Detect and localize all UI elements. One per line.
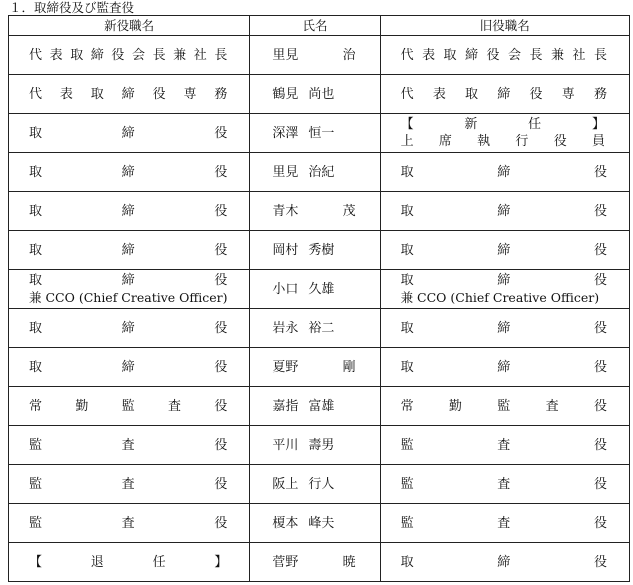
glyph: 締 <box>497 359 511 375</box>
table-row <box>9 387 630 426</box>
justified-text <box>381 320 629 337</box>
justified-text <box>381 164 629 181</box>
glyph: 取 <box>400 320 414 336</box>
glyph: 会 <box>131 47 145 63</box>
justified-text <box>381 359 629 376</box>
glyph: 役 <box>152 86 166 102</box>
glyph: 締 <box>497 273 511 288</box>
glyph: 任 <box>528 117 542 132</box>
glyph: 代 <box>400 47 414 63</box>
given-name: 治 <box>342 47 356 63</box>
table-body <box>9 36 630 582</box>
glyph: 勤 <box>75 398 89 414</box>
name-cell <box>250 504 380 543</box>
glyph: 監 <box>400 476 414 492</box>
glyph: 会 <box>508 47 522 63</box>
glyph: 取 <box>400 203 414 219</box>
justified-text <box>381 86 629 103</box>
family-name: 榎本 <box>272 515 299 531</box>
glyph: 取 <box>29 125 43 141</box>
table-row <box>9 504 630 543</box>
glyph: 監 <box>29 515 43 531</box>
glyph: 役 <box>214 359 228 375</box>
glyph: 上 <box>400 134 414 149</box>
glyph: 役 <box>593 320 607 336</box>
new-title-cell <box>9 114 250 153</box>
glyph: 代 <box>400 86 414 102</box>
glyph: 締 <box>497 203 511 219</box>
glyph: 役 <box>593 554 607 570</box>
name-cell <box>250 231 380 270</box>
given-name: 暁 <box>342 554 356 570</box>
new-title-cell <box>9 153 250 192</box>
glyph: 締 <box>121 359 135 375</box>
justified-text <box>381 242 629 259</box>
glyph: 役 <box>214 437 228 453</box>
given-name: 久雄 <box>308 281 335 297</box>
glyph: 締 <box>121 86 135 102</box>
glyph: 監 <box>29 476 43 492</box>
justified-text <box>9 47 249 64</box>
justified-text <box>9 554 249 571</box>
glyph: 役 <box>593 515 607 531</box>
given-name: 茂 <box>342 203 356 219</box>
glyph: 】 <box>214 554 228 570</box>
family-name: 平川 <box>272 437 299 453</box>
header-name: 氏名 <box>250 16 380 36</box>
glyph: 長 <box>593 47 607 63</box>
glyph: 退 <box>90 554 104 570</box>
glyph: 専 <box>183 86 197 102</box>
glyph: 取 <box>90 86 104 102</box>
glyph: 役 <box>553 134 567 149</box>
new-title-cell <box>9 543 250 582</box>
justified-text <box>9 125 249 142</box>
table-row <box>9 309 630 348</box>
glyph: 兼 <box>550 47 564 63</box>
glyph: 役 <box>214 125 228 141</box>
old-title-cell <box>380 231 629 270</box>
glyph: 長 <box>529 47 543 63</box>
glyph: 監 <box>400 437 414 453</box>
glyph: 】 <box>591 117 605 132</box>
name-cell <box>250 387 380 426</box>
glyph: 代 <box>29 86 43 102</box>
glyph: 役 <box>214 515 228 531</box>
glyph: 締 <box>121 164 135 180</box>
glyph: 締 <box>90 47 104 63</box>
glyph: 役 <box>529 86 543 102</box>
justified-text <box>9 359 249 376</box>
glyph: 取 <box>70 47 84 63</box>
glyph: 役 <box>593 273 607 288</box>
given-name: 峰夫 <box>308 515 335 531</box>
glyph: 【 <box>400 117 414 132</box>
glyph: 役 <box>593 476 607 492</box>
glyph: 役 <box>486 47 500 63</box>
justified-text <box>9 164 249 181</box>
glyph: 監 <box>400 515 414 531</box>
new-title-cell <box>9 504 250 543</box>
name-cell <box>250 309 380 348</box>
glyph: 役 <box>214 398 228 414</box>
glyph: 役 <box>214 476 228 492</box>
new-title-cell <box>9 270 250 309</box>
justified-text <box>381 476 629 493</box>
justified-text <box>9 203 249 220</box>
header-new-title: 新役職名 <box>9 16 250 36</box>
name-cell <box>250 348 380 387</box>
officer-table <box>8 15 630 582</box>
glyph: 取 <box>29 359 43 375</box>
glyph: 社 <box>193 47 207 63</box>
glyph: 締 <box>121 320 135 336</box>
justified-text <box>9 437 249 454</box>
family-name: 菅野 <box>272 554 299 570</box>
glyph: 査 <box>121 515 135 531</box>
old-title-cell <box>380 348 629 387</box>
family-name: 小口 <box>272 281 299 297</box>
glyph: 役 <box>214 164 228 180</box>
table-row <box>9 465 630 504</box>
table-row <box>9 114 630 153</box>
old-title-sub: 兼 CCO (Chief Creative Officer) <box>400 290 600 305</box>
name-cell <box>250 36 380 75</box>
given-name: 治紀 <box>308 164 335 180</box>
old-title-cell <box>380 192 629 231</box>
glyph: 表 <box>49 47 63 63</box>
given-name: 裕二 <box>308 320 335 336</box>
glyph: 監 <box>29 437 43 453</box>
glyph: 取 <box>400 242 414 258</box>
table-row <box>9 231 630 270</box>
name-cell <box>250 192 380 231</box>
glyph: 専 <box>561 86 575 102</box>
name-cell <box>250 153 380 192</box>
name-cell <box>250 543 380 582</box>
glyph: 締 <box>121 125 135 141</box>
glyph: 締 <box>497 320 511 336</box>
glyph: 席 <box>438 134 452 149</box>
glyph: 社 <box>572 47 586 63</box>
given-name: 壽男 <box>308 437 335 453</box>
glyph: 役 <box>593 203 607 219</box>
glyph: 取 <box>465 86 479 102</box>
table-row <box>9 153 630 192</box>
given-name: 秀樹 <box>308 242 335 258</box>
justified-text <box>9 476 249 493</box>
glyph: 査 <box>121 476 135 492</box>
glyph: 取 <box>29 273 43 288</box>
table-row <box>9 36 630 75</box>
justified-text <box>381 398 629 415</box>
old-title-cell <box>380 36 629 75</box>
glyph: 役 <box>593 437 607 453</box>
justified-text <box>381 437 629 454</box>
old-title-cell <box>380 153 629 192</box>
justified-text <box>9 242 249 259</box>
old-title-cell <box>380 114 629 153</box>
given-name: 富雄 <box>308 398 335 414</box>
family-name: 鶴見 <box>272 86 299 102</box>
table-row <box>9 192 630 231</box>
new-title-cell <box>9 348 250 387</box>
old-title-cell <box>380 309 629 348</box>
justified-text <box>381 47 629 64</box>
family-name: 深澤 <box>272 125 299 141</box>
glyph: 兼 <box>173 47 187 63</box>
old-title-cell <box>380 426 629 465</box>
glyph: 新 <box>464 117 478 132</box>
glyph: 取 <box>400 554 414 570</box>
justified-text <box>9 515 249 532</box>
glyph: 表 <box>422 47 436 63</box>
glyph: 査 <box>497 437 511 453</box>
table-row <box>9 75 630 114</box>
glyph: 締 <box>465 47 479 63</box>
family-name: 里見 <box>272 47 299 63</box>
given-name: 尚也 <box>308 86 335 102</box>
name-cell <box>250 270 380 309</box>
justified-text <box>381 515 629 532</box>
new-title-cell <box>9 465 250 504</box>
glyph: 務 <box>214 86 228 102</box>
glyph: 常 <box>29 398 43 414</box>
glyph: 役 <box>214 242 228 258</box>
glyph: 役 <box>593 164 607 180</box>
justified-text <box>9 272 249 289</box>
glyph: 務 <box>593 86 607 102</box>
table-row <box>9 426 630 465</box>
glyph: 役 <box>111 47 125 63</box>
glyph: 勤 <box>448 398 462 414</box>
glyph: 取 <box>400 359 414 375</box>
glyph: 査 <box>497 476 511 492</box>
glyph: 締 <box>121 273 135 288</box>
old-title-cell <box>380 465 629 504</box>
glyph: 行 <box>515 134 529 149</box>
new-title-cell <box>9 387 250 426</box>
table-header-row <box>9 16 630 36</box>
glyph: 【 <box>29 554 43 570</box>
name-cell <box>250 114 380 153</box>
family-name: 岩永 <box>272 320 299 336</box>
glyph: 監 <box>497 398 511 414</box>
glyph: 取 <box>29 164 43 180</box>
glyph: 役 <box>593 242 607 258</box>
glyph: 査 <box>167 398 181 414</box>
glyph: 表 <box>59 86 73 102</box>
new-title-cell <box>9 36 250 75</box>
glyph: 査 <box>497 515 511 531</box>
glyph: 取 <box>29 242 43 258</box>
glyph: 任 <box>152 554 166 570</box>
glyph: 執 <box>477 134 491 149</box>
family-name: 阪上 <box>272 476 299 492</box>
name-cell <box>250 426 380 465</box>
glyph: 代 <box>29 47 43 63</box>
name-cell <box>250 75 380 114</box>
family-name: 夏野 <box>272 359 299 375</box>
justified-text <box>381 116 629 133</box>
justified-text <box>381 203 629 220</box>
glyph: 役 <box>593 398 607 414</box>
old-title-cell <box>380 543 629 582</box>
old-title-cell <box>380 75 629 114</box>
new-title-sub: 兼 CCO (Chief Creative Officer) <box>29 290 228 305</box>
given-name: 行人 <box>308 476 335 492</box>
glyph: 査 <box>121 437 135 453</box>
old-title-cell <box>380 270 629 309</box>
family-name: 里見 <box>272 164 299 180</box>
glyph: 員 <box>591 134 605 149</box>
glyph: 査 <box>545 398 559 414</box>
new-title-cell <box>9 75 250 114</box>
glyph: 締 <box>497 164 511 180</box>
glyph: 長 <box>152 47 166 63</box>
glyph: 締 <box>497 242 511 258</box>
given-name: 恒一 <box>308 125 335 141</box>
given-name: 剛 <box>342 359 356 375</box>
family-name: 青木 <box>272 203 299 219</box>
table-row <box>9 270 630 309</box>
justified-text <box>381 554 629 571</box>
glyph: 締 <box>121 203 135 219</box>
glyph: 取 <box>29 320 43 336</box>
glyph: 役 <box>593 359 607 375</box>
glyph: 監 <box>121 398 135 414</box>
justified-text <box>9 320 249 337</box>
glyph: 役 <box>214 203 228 219</box>
glyph: 締 <box>497 86 511 102</box>
justified-text <box>9 398 249 415</box>
table-row <box>9 543 630 582</box>
glyph: 常 <box>400 398 414 414</box>
glyph: 締 <box>497 554 511 570</box>
glyph: 取 <box>29 203 43 219</box>
justified-text <box>381 272 629 289</box>
new-title-cell <box>9 426 250 465</box>
glyph: 取 <box>400 164 414 180</box>
old-title-cell <box>380 504 629 543</box>
name-cell <box>250 465 380 504</box>
new-title-cell <box>9 192 250 231</box>
header-old-title: 旧役職名 <box>380 16 629 36</box>
new-title-cell <box>9 231 250 270</box>
new-title-cell <box>9 309 250 348</box>
glyph: 取 <box>443 47 457 63</box>
glyph: 長 <box>214 47 228 63</box>
glyph: 役 <box>214 320 228 336</box>
family-name: 岡村 <box>272 242 299 258</box>
family-name: 嘉指 <box>272 398 299 414</box>
glyph: 締 <box>121 242 135 258</box>
section-heading: １．取締役及び監査役 <box>9 0 135 15</box>
glyph: 表 <box>432 86 446 102</box>
justified-text <box>9 86 249 103</box>
glyph: 取 <box>400 273 414 288</box>
table-row <box>9 348 630 387</box>
glyph: 役 <box>214 273 228 288</box>
old-title-cell <box>380 387 629 426</box>
justified-text <box>381 133 629 150</box>
